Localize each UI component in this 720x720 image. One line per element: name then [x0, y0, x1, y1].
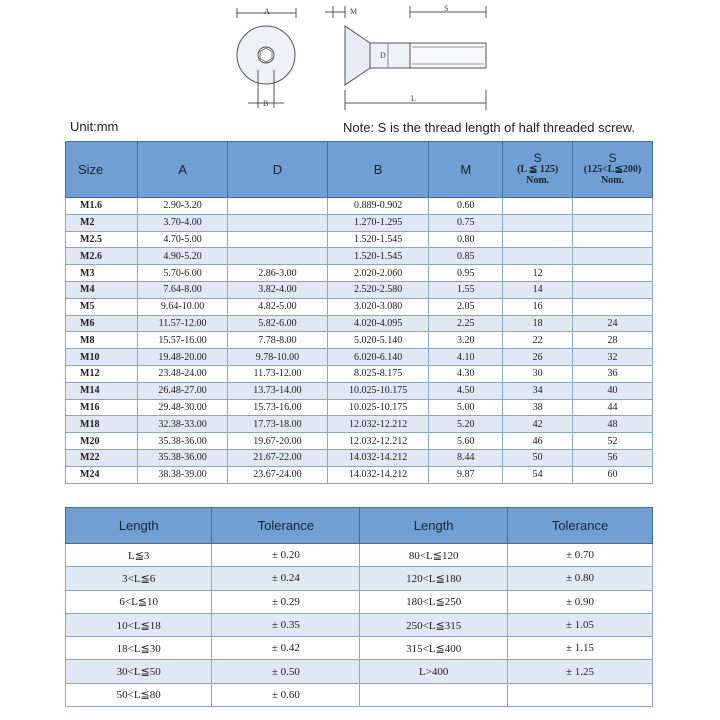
spec-cell-size: M12: [66, 365, 138, 382]
spec-cell-s-short: 14: [503, 281, 573, 298]
spec-row: [66, 281, 653, 298]
tolerance-cell-tolerance: ± 0.70: [508, 544, 653, 567]
spec-row: [66, 198, 653, 215]
dim-label-d: D: [380, 51, 386, 60]
spec-cell-s-short: 42: [503, 416, 573, 433]
spec-cell-m: 5.20: [429, 416, 503, 433]
spec-cell-size: M24: [66, 466, 138, 483]
spec-cell-m: 4.50: [429, 382, 503, 399]
spec-cell-m: 4.10: [429, 349, 503, 366]
tolerance-cell-tolerance: ± 0.35: [212, 613, 360, 636]
spec-cell-m: 1.55: [429, 281, 503, 298]
header-s-long-nom: Nom.: [600, 175, 625, 186]
spec-header-row: [66, 142, 653, 198]
spec-cell-a: 11.57-12.00: [138, 315, 228, 332]
spec-cell-m: 0.85: [429, 248, 503, 265]
spec-cell-s-long: 48: [572, 416, 652, 433]
spec-cell-b: 14.032-14.212: [327, 466, 428, 483]
spec-cell-d: 4.82-5.00: [227, 298, 327, 315]
header-tolerance-2: Tolerance: [508, 508, 653, 544]
spec-cell-m: 4.30: [429, 365, 503, 382]
tolerance-cell-length: L≦3: [66, 544, 212, 567]
spec-cell-b: 12.032-12.212: [327, 416, 428, 433]
spec-cell-s-long: 40: [572, 382, 652, 399]
spec-cell-s-long: [572, 214, 652, 231]
tolerance-cell-length: 315<L≦400: [360, 637, 508, 660]
spec-cell-s-short: [503, 198, 573, 215]
header-length-2: Length: [360, 508, 508, 544]
spec-cell-size: M14: [66, 382, 138, 399]
spec-cell-m: 0.60: [429, 198, 503, 215]
tolerance-cell-length: L>400: [360, 660, 508, 683]
header-a: A: [138, 142, 228, 198]
header-s-short: [503, 142, 573, 198]
tolerance-cell-tolerance: ± 1.05: [508, 613, 653, 636]
tolerance-cell-tolerance: ± 0.90: [508, 590, 653, 613]
spec-cell-b: 4.020-4.095: [327, 315, 428, 332]
tolerance-cell-length: 18<L≦30: [66, 637, 212, 660]
spec-cell-a: 3.70-4.00: [138, 214, 228, 231]
spec-cell-b: 3.020-3.080: [327, 298, 428, 315]
spec-cell-m: 8.44: [429, 449, 503, 466]
spec-cell-m: 9.87: [429, 466, 503, 483]
spec-cell-a: 15.57-16.00: [138, 332, 228, 349]
spec-cell-d: 23.67-24.00: [227, 466, 327, 483]
spec-cell-a: 5.70-6.00: [138, 265, 228, 282]
tolerance-cell-length: 180<L≦250: [360, 590, 508, 613]
spec-row: [66, 248, 653, 265]
spec-cell-a: 4.90-5.20: [138, 248, 228, 265]
spec-row: [66, 433, 653, 450]
spec-cell-a: 19.48-20.00: [138, 349, 228, 366]
tolerance-cell-length: 80<L≦120: [360, 544, 508, 567]
spec-cell-s-long: [572, 231, 652, 248]
spec-cell-size: M2: [66, 214, 138, 231]
header-length-1: Length: [66, 508, 212, 544]
spec-cell-s-long: 32: [572, 349, 652, 366]
tolerance-cell-tolerance: ± 0.29: [212, 590, 360, 613]
dim-label-l: L: [411, 94, 416, 103]
spec-row: [66, 231, 653, 248]
dim-label-s: S: [444, 4, 449, 13]
spec-cell-size: M1.6: [66, 198, 138, 215]
tolerance-cell-length: [360, 683, 508, 706]
spec-cell-s-long: [572, 265, 652, 282]
spec-cell-b: 1.270-1.295: [327, 214, 428, 231]
tolerance-cell-tolerance: [508, 683, 653, 706]
tolerance-cell-length: 3<L≦6: [66, 567, 212, 590]
spec-cell-size: M16: [66, 399, 138, 416]
spec-cell-d: 5.82-6.00: [227, 315, 327, 332]
spec-cell-a: 4.70-5.00: [138, 231, 228, 248]
spec-row: [66, 298, 653, 315]
spec-cell-d: 2.86-3.00: [227, 265, 327, 282]
spec-cell-m: 3.20: [429, 332, 503, 349]
tolerance-cell-length: 6<L≦10: [66, 590, 212, 613]
spec-row: [66, 399, 653, 416]
spec-cell-a: 32.38-33.00: [138, 416, 228, 433]
spec-cell-d: 9.78-10.00: [227, 349, 327, 366]
spec-cell-s-short: [503, 231, 573, 248]
spec-cell-m: 5.60: [429, 433, 503, 450]
spec-cell-s-short: 30: [503, 365, 573, 382]
header-m: M: [429, 142, 503, 198]
spec-row: [66, 365, 653, 382]
spec-cell-s-long: 60: [572, 466, 652, 483]
spec-cell-s-long: 44: [572, 399, 652, 416]
spec-cell-s-long: [572, 248, 652, 265]
spec-cell-a: 2.90-3.20: [138, 198, 228, 215]
screw-technical-drawing: [0, 0, 720, 115]
header-s-short-nom: Nom.: [526, 175, 550, 186]
spec-cell-s-short: [503, 214, 573, 231]
spec-cell-d: 15.73-16.00: [227, 399, 327, 416]
spec-cell-b: 0.889-0.902: [327, 198, 428, 215]
spec-cell-s-short: 26: [503, 349, 573, 366]
tolerance-row: [66, 567, 653, 590]
spec-cell-d: [227, 198, 327, 215]
spec-cell-s-long: [572, 281, 652, 298]
tolerance-row: [66, 590, 653, 613]
spec-cell-b: 1.520-1.545: [327, 231, 428, 248]
tolerance-table-body: [66, 544, 653, 707]
spec-row: [66, 214, 653, 231]
header-s-long-letter: S: [608, 151, 617, 165]
spec-cell-d: [227, 248, 327, 265]
screw-head-top-view: [237, 8, 296, 108]
spec-cell-d: 11.73-12.00: [227, 365, 327, 382]
tolerance-row: [66, 683, 653, 706]
unit-label: Unit:mm: [70, 119, 119, 134]
spec-row: [66, 315, 653, 332]
spec-cell-d: 3.82-4.00: [227, 281, 327, 298]
tolerance-row: [66, 544, 653, 567]
spec-cell-s-short: 54: [503, 466, 573, 483]
spec-cell-a: 35.38-36.00: [138, 449, 228, 466]
spec-row: [66, 416, 653, 433]
tolerance-row: [66, 637, 653, 660]
spec-cell-b: 1.520-1.545: [327, 248, 428, 265]
spec-cell-b: 10.025-10.175: [327, 382, 428, 399]
spec-cell-a: 29.48-30.00: [138, 399, 228, 416]
spec-cell-b: 2.520-2.580: [327, 281, 428, 298]
spec-row: [66, 382, 653, 399]
spec-cell-d: 7.78-8.00: [227, 332, 327, 349]
spec-table-body: [66, 198, 653, 484]
spec-row: [66, 466, 653, 483]
spec-cell-s-long: [572, 198, 652, 215]
spec-cell-b: 14.032-14.212: [327, 449, 428, 466]
tolerance-cell-length: 10<L≦18: [66, 613, 212, 636]
spec-cell-b: 2.020-2.060: [327, 265, 428, 282]
spec-cell-size: M18: [66, 416, 138, 433]
header-s-short-range: (L ≦ 125): [517, 164, 559, 175]
spec-cell-s-short: 16: [503, 298, 573, 315]
length-tolerance-table: [65, 507, 653, 707]
dim-label-m: M: [350, 7, 358, 16]
spec-row: [66, 332, 653, 349]
header-tolerance-1: Tolerance: [212, 508, 360, 544]
spec-cell-s-long: 36: [572, 365, 652, 382]
spec-cell-s-short: 18: [503, 315, 573, 332]
tolerance-cell-length: 120<L≦180: [360, 567, 508, 590]
screw-spec-table: [65, 141, 653, 484]
spec-cell-m: 5.00: [429, 399, 503, 416]
spec-cell-a: 9.64-10.00: [138, 298, 228, 315]
spec-cell-size: M8: [66, 332, 138, 349]
spec-cell-a: 35.38-36.00: [138, 433, 228, 450]
header-size: Size: [66, 142, 138, 198]
thread-length-note: Note: S is the thread length of half threaded screw.: [343, 120, 635, 135]
spec-cell-size: M10: [66, 349, 138, 366]
header-s-short-letter: S: [533, 151, 542, 165]
tolerance-cell-tolerance: ± 0.50: [212, 660, 360, 683]
spec-cell-size: M20: [66, 433, 138, 450]
dim-label-b: B: [263, 99, 269, 108]
spec-cell-size: M6: [66, 315, 138, 332]
spec-cell-a: 7.64-8.00: [138, 281, 228, 298]
spec-cell-a: 38.38-39.00: [138, 466, 228, 483]
spec-cell-size: M2.5: [66, 231, 138, 248]
spec-cell-s-long: 28: [572, 332, 652, 349]
spec-row: [66, 349, 653, 366]
spec-cell-s-short: [503, 248, 573, 265]
header-s-long: [572, 142, 652, 198]
spec-row: [66, 449, 653, 466]
spec-cell-d: 21.67-22.00: [227, 449, 327, 466]
tolerance-cell-tolerance: ± 0.24: [212, 567, 360, 590]
spec-cell-d: [227, 214, 327, 231]
spec-cell-d: 17.73-18.00: [227, 416, 327, 433]
spec-row: [66, 265, 653, 282]
spec-cell-s-long: [572, 298, 652, 315]
spec-cell-m: 0.95: [429, 265, 503, 282]
dim-label-a: A: [264, 7, 270, 16]
spec-cell-m: 2.05: [429, 298, 503, 315]
spec-cell-s-short: 38: [503, 399, 573, 416]
spec-cell-b: 5.020-5.140: [327, 332, 428, 349]
header-s-long-range: (125<L≦200): [583, 164, 642, 175]
spec-cell-m: 2.25: [429, 315, 503, 332]
tolerance-cell-tolerance: ± 0.42: [212, 637, 360, 660]
tolerance-header-row: [66, 508, 653, 544]
spec-cell-d: 13.73-14.00: [227, 382, 327, 399]
tolerance-cell-tolerance: ± 0.80: [508, 567, 653, 590]
tolerance-cell-length: 30<L≦50: [66, 660, 212, 683]
tolerance-cell-tolerance: ± 0.20: [212, 544, 360, 567]
screw-side-view: [325, 6, 486, 110]
spec-cell-a: 23.48-24.00: [138, 365, 228, 382]
tolerance-row: [66, 660, 653, 683]
tolerance-cell-length: 250<L≦315: [360, 613, 508, 636]
spec-cell-b: 6.020-6.140: [327, 349, 428, 366]
spec-cell-s-short: 50: [503, 449, 573, 466]
spec-cell-s-short: 46: [503, 433, 573, 450]
tolerance-cell-tolerance: ± 1.15: [508, 637, 653, 660]
spec-cell-d: [227, 231, 327, 248]
spec-cell-m: 0.80: [429, 231, 503, 248]
spec-cell-size: M4: [66, 281, 138, 298]
spec-cell-size: M22: [66, 449, 138, 466]
header-b: B: [327, 142, 428, 198]
tolerance-cell-tolerance: ± 1.25: [508, 660, 653, 683]
header-d: D: [227, 142, 327, 198]
spec-cell-size: M5: [66, 298, 138, 315]
spec-cell-size: M3: [66, 265, 138, 282]
tolerance-cell-tolerance: ± 0.60: [212, 683, 360, 706]
spec-cell-s-long: 52: [572, 433, 652, 450]
spec-cell-b: 10.025-10.175: [327, 399, 428, 416]
spec-cell-s-long: 24: [572, 315, 652, 332]
spec-cell-s-short: 34: [503, 382, 573, 399]
spec-cell-b: 12.032-12.212: [327, 433, 428, 450]
spec-cell-b: 8.025-8.175: [327, 365, 428, 382]
tolerance-cell-length: 50<L≦80: [66, 683, 212, 706]
spec-cell-m: 0.75: [429, 214, 503, 231]
spec-cell-a: 26.48-27.00: [138, 382, 228, 399]
spec-cell-d: 19.67-20.00: [227, 433, 327, 450]
spec-cell-s-short: 22: [503, 332, 573, 349]
spec-cell-s-long: 56: [572, 449, 652, 466]
spec-cell-size: M2.6: [66, 248, 138, 265]
tolerance-row: [66, 613, 653, 636]
spec-cell-s-short: 12: [503, 265, 573, 282]
